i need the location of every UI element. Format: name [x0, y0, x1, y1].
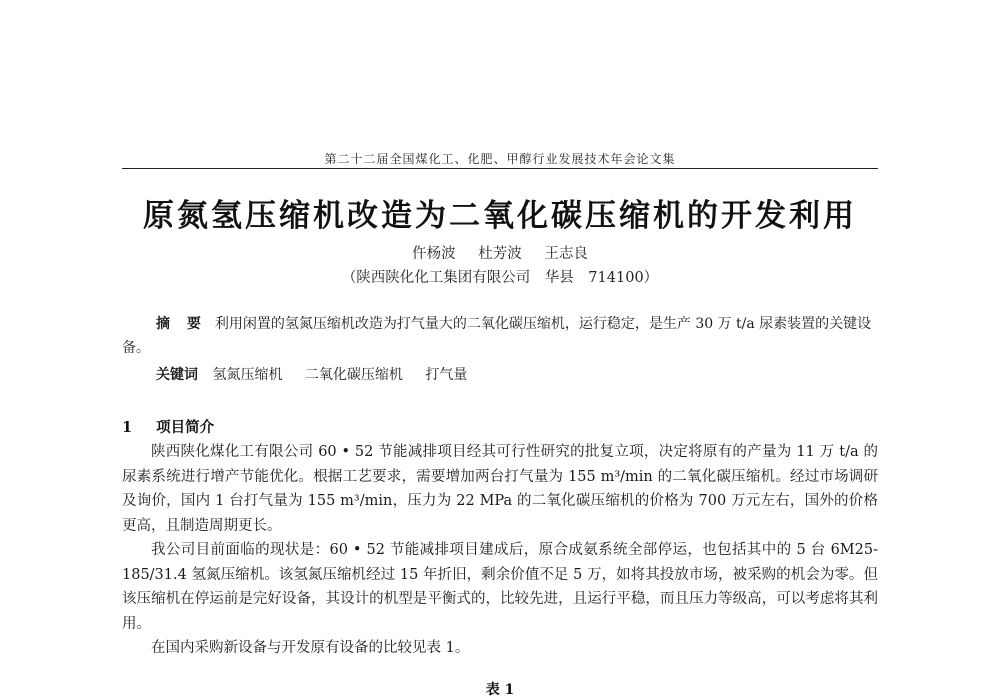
keyword: 氢氮压缩机 [212, 367, 283, 383]
author-name: 王志良 [544, 246, 588, 262]
body-paragraph: 陕西陕化煤化工有限公司 60 • 52 节能减排项目经其可行性研究的批复立项，决定将原有的产量为 11 万 t/a 的尿素系统进行增产节能优化。根据工艺要求，需要增加两台打气量为 155 m³/min 的二氧化碳压缩机。经过市场调研及询价，国内 1 台打气量为 155 m³/min，压力为 22 MPa 的二氧化碳压缩机的价格为 700 万元左右，国外的价格更高，且制造周期更长。 [122, 444, 878, 534]
body-text [122, 440, 878, 661]
abstract-text: 利用闲置的氢氮压缩机改造为打气量大的二氧化碳压缩机，运行稳定，是生产 30 万 t/a 尿素装置的关键设备。 [122, 316, 872, 356]
keywords-label: 关键词 [156, 367, 198, 383]
header-rule [122, 168, 878, 169]
author-name: 仵杨波 [412, 246, 456, 262]
running-head: 第二十二届全国煤化工、化肥、甲醇行业发展技术年会论文集 [324, 152, 676, 166]
section-heading [122, 416, 878, 437]
author-affiliation: （陕西陕化化工集团有限公司 华县 714100） [341, 270, 659, 286]
paper-title: 原氮氢压缩机改造为二氧化碳压缩机的开发利用 [143, 198, 857, 234]
body-paragraph: 我公司目前面临的现状是：60 • 52 节能减排项目建成后，原合成氨系统全部停运，也包括其中的 5 台 6M25-185/31.4 氢氮压缩机。该氢氮压缩机经过 15 年折旧，剩余价值不足 5 万，如将其投放市场，被采购的机会为零。但该压缩机在停运前是完好设备，其设计的机型是平衡式的，比较先进，且运行平稳，而且压力等级高，可以考虑将其利用。 [122, 542, 878, 632]
abstract-label: 摘 要 [156, 316, 207, 332]
abstract [122, 312, 878, 360]
keyword: 打气量 [425, 367, 468, 383]
author-name: 杜芳波 [478, 246, 522, 262]
section-number: 1 [122, 419, 133, 436]
keywords [122, 363, 878, 387]
keyword: 二氧化碳压缩机 [304, 367, 403, 383]
author-list [122, 242, 878, 263]
table-caption: 表 1 [485, 682, 515, 698]
section-title: 项目简介 [156, 419, 215, 436]
body-paragraph: 在国内采购新设备与开发原有设备的比较见表 1。 [151, 640, 470, 656]
